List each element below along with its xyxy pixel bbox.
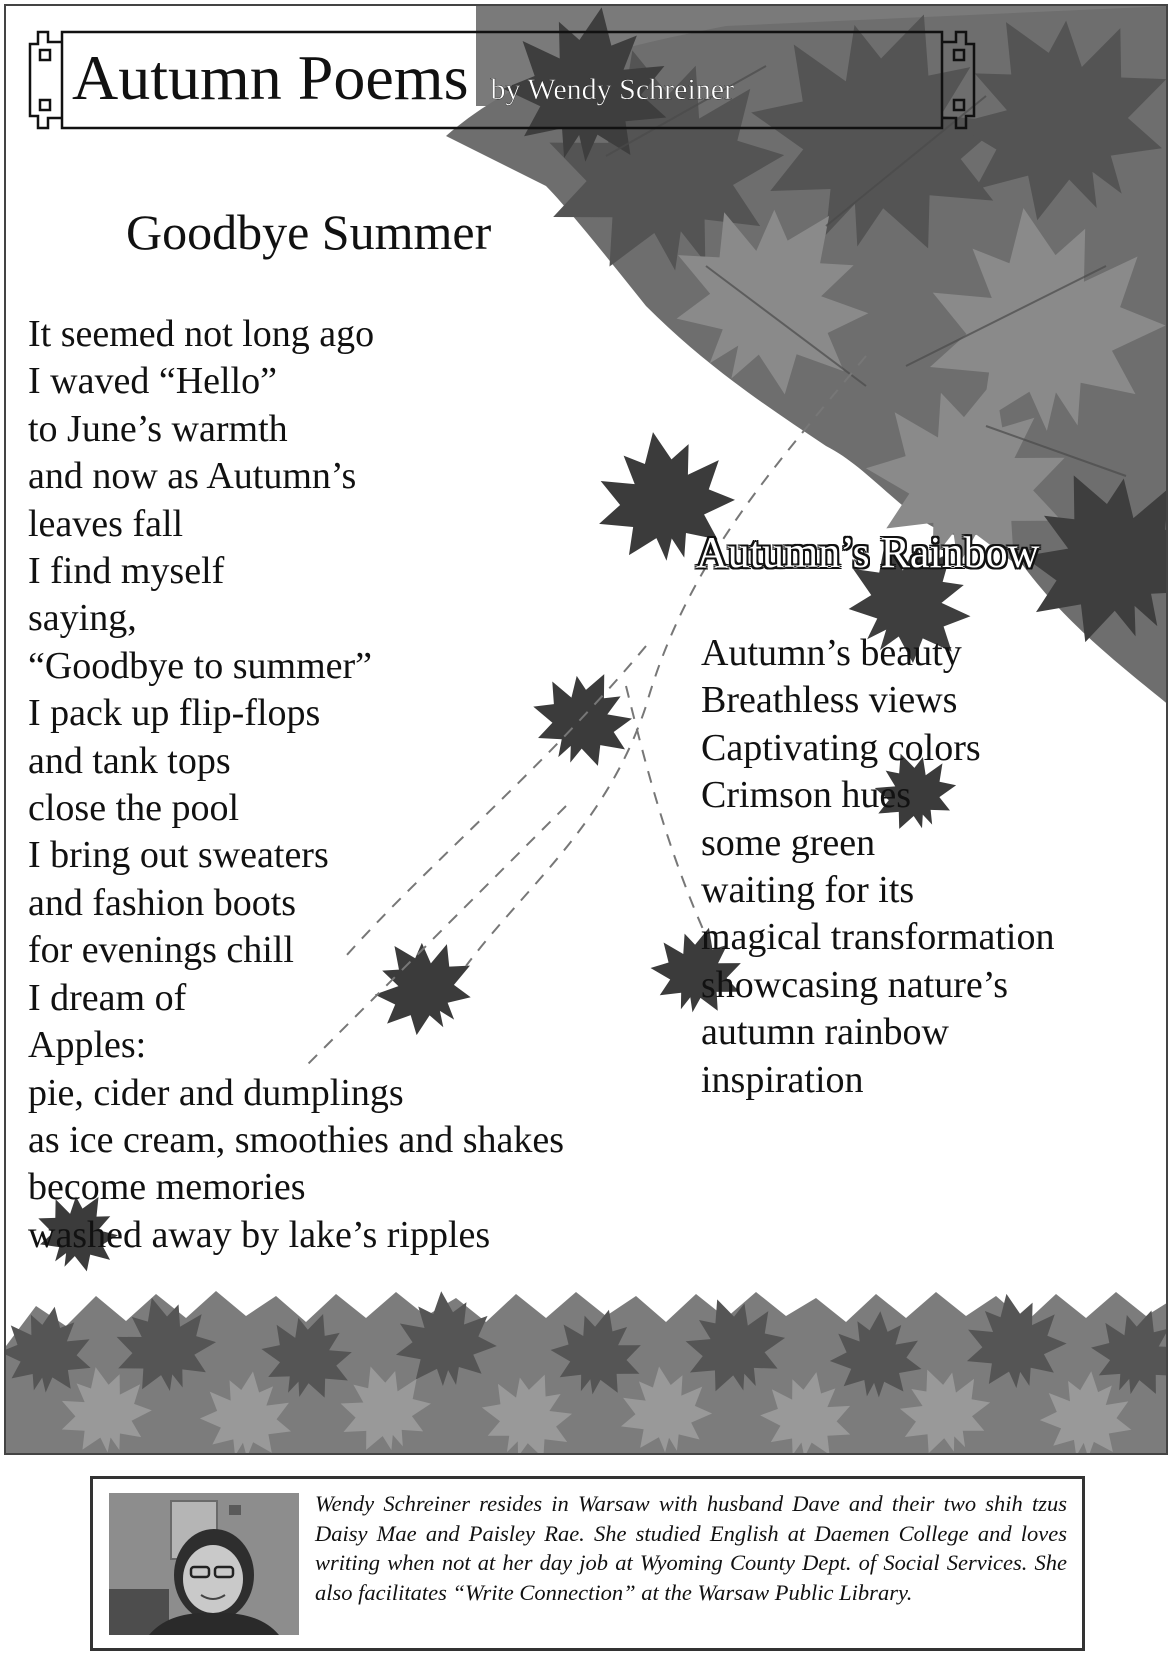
poem-title-autumns-rainbow: Autumn’s Rainbow bbox=[696, 528, 1040, 577]
poem-line: and tank tops bbox=[28, 739, 231, 782]
poem-line: inspiration bbox=[701, 1058, 864, 1101]
author-bio-text: Wendy Schreiner resides in Warsaw with husband Dave and their two shih tzus Daisy Mae and Paisley Rae. She studied English at Daemen College and loves writing when not at her day job at Wyoming County Dept. of Social Services. She also facilitates “Write Connection” at the Warsaw Public Library. bbox=[315, 1491, 1067, 1605]
poem-line: I find myself bbox=[28, 550, 225, 593]
page-title-block bbox=[72, 28, 734, 128]
poem-line: and fashion boots bbox=[28, 881, 297, 924]
author-bio-box bbox=[90, 1476, 1085, 1651]
poem-line: It seemed not long ago bbox=[28, 313, 375, 355]
poem-line: close the pool bbox=[28, 787, 240, 830]
page-title: Autumn Poems bbox=[72, 42, 469, 113]
author-byline: by Wendy Schreiner bbox=[490, 73, 735, 106]
poem-line: saying, bbox=[28, 597, 137, 640]
poem-line: I dream of bbox=[28, 976, 187, 1019]
poem-line: as ice cream, smoothies and shakes bbox=[28, 1118, 565, 1161]
author-photo bbox=[109, 1493, 299, 1635]
poem-line: Crimson hues bbox=[701, 774, 912, 817]
poem-line: pie, cider and dumplings bbox=[28, 1071, 404, 1114]
poem-line: Apples: bbox=[28, 1024, 147, 1067]
poem-line: to June’s warmth bbox=[28, 407, 288, 450]
poem-line: I waved “Hello” bbox=[28, 360, 277, 403]
poem-line: become memories bbox=[28, 1166, 306, 1209]
poem-line: some green bbox=[701, 821, 876, 864]
maple-leaf-border-bottom bbox=[6, 1282, 1168, 1455]
poem-line: waiting for its bbox=[701, 869, 915, 912]
poem-line: washed away by lake’s ripples bbox=[28, 1213, 491, 1256]
poem-line: Breathless views bbox=[701, 679, 958, 722]
poem-goodbye-summer bbox=[28, 311, 564, 1259]
poem-line: I bring out sweaters bbox=[28, 834, 329, 877]
poem-line: Autumn’s beauty bbox=[701, 632, 962, 674]
poem-line: “Goodbye to summer” bbox=[28, 644, 373, 687]
poem-title-goodbye-summer: Goodbye Summer bbox=[126, 204, 492, 260]
poem-line: and now as Autumn’s bbox=[28, 455, 357, 498]
poem-line: for evenings chill bbox=[28, 929, 294, 972]
poem-line: showcasing nature’s bbox=[701, 963, 1009, 1006]
poem-line: leaves fall bbox=[28, 502, 184, 545]
poem-line: I pack up flip-flops bbox=[28, 692, 321, 735]
poem-line: magical transformation bbox=[701, 916, 1055, 959]
poem-page-panel bbox=[4, 4, 1168, 1455]
poem-autumns-rainbow bbox=[701, 630, 1055, 1104]
poem-line: Captivating colors bbox=[701, 726, 981, 769]
poem-line: autumn rainbow bbox=[701, 1011, 950, 1054]
